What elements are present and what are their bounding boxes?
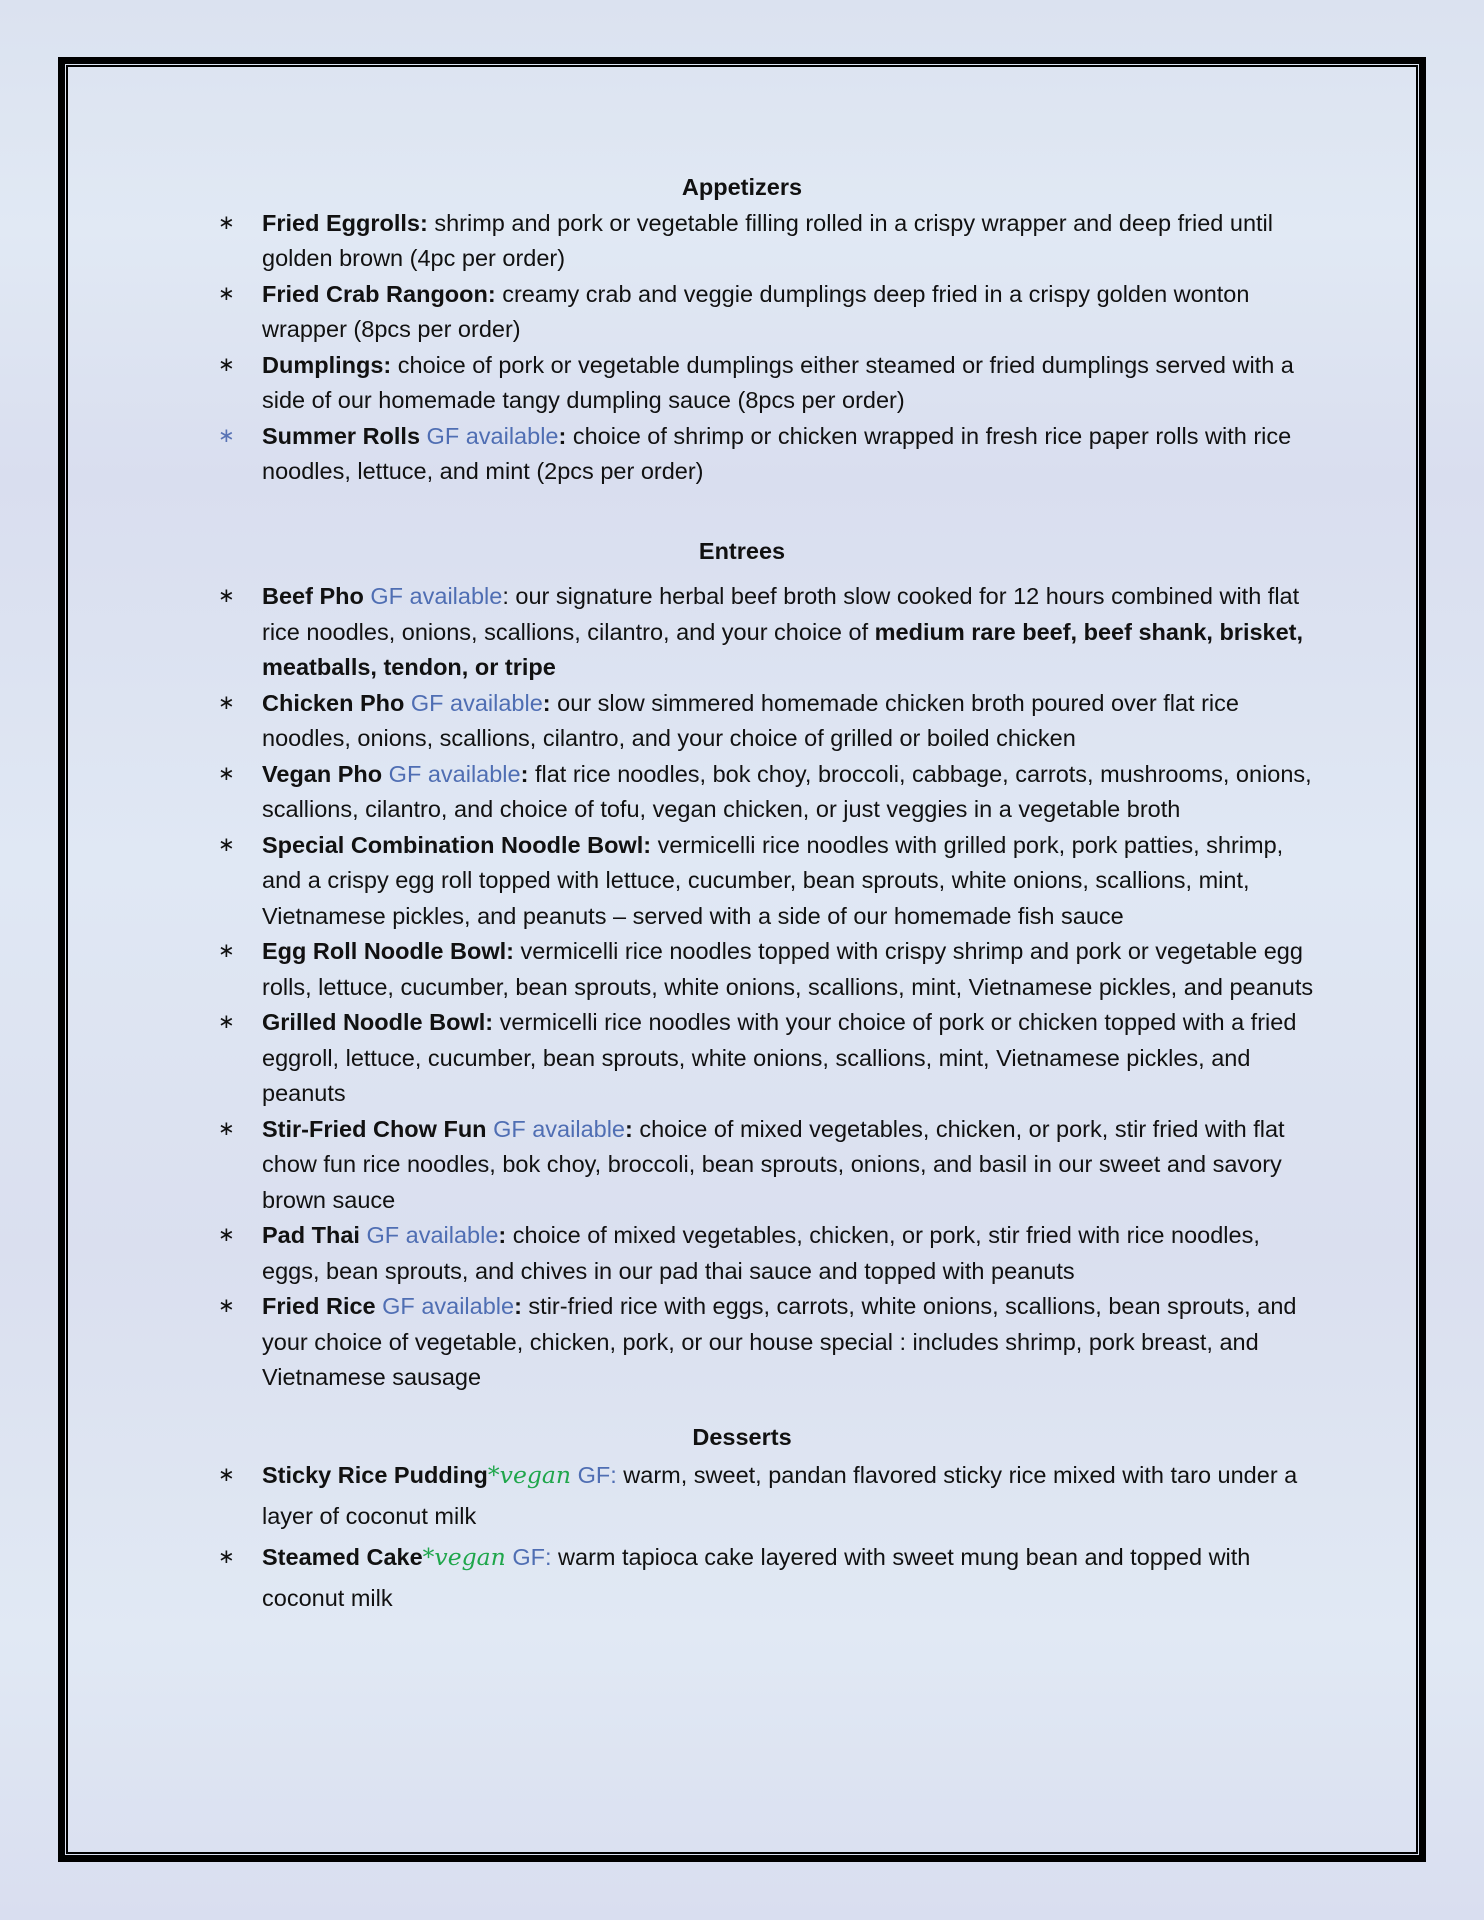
item-desc: our signature herbal beef broth slow cooked for 12 hours combined with flat rice noodles, onions, scallions, cilantro, and your choice of <box>262 583 1300 645</box>
gf-tag: GF available <box>420 422 559 449</box>
item-desc: our slow simmered homemade chicken broth poured over flat rice noodles, onions, scallions, cilantro, and your choice of grilled or boiled chicken <box>262 689 1239 751</box>
item-name: Chicken Pho <box>262 689 405 716</box>
item-choices: medium rare beef, beef shank, brisket, meatballs, tendon, or tripe <box>262 618 1304 680</box>
gf-tag: GF available <box>404 689 543 716</box>
item-desc: flat rice noodles, bok choy, broccoli, cabbage, carrots, mushrooms, onions, scallions, cilantro, and choice of tofu, vegan chicken, or just veggies in a vegetable broth <box>262 760 1312 822</box>
item-desc: vermicelli rice noodles with grilled pork, pork patties, shrimp, and a crispy egg roll topped with lettuce, cucumber, bean sprouts, white onions, scallions, mint, Vietnamese pickles, and peanuts – served with a side of our homemade fish sauce <box>262 831 1284 929</box>
item-colon: : <box>514 1293 522 1319</box>
gf-tag: GF: <box>571 1462 617 1488</box>
item-name: Pad Thai <box>262 1222 360 1248</box>
list-item <box>218 419 1318 490</box>
vegan-tag: *vegan <box>487 1461 572 1489</box>
item-name: Special Combination Noodle Bowl: <box>262 831 652 858</box>
list-item <box>218 757 1318 828</box>
bullet-icon: ∗ <box>218 940 235 962</box>
gf-tag: GF available <box>486 1115 625 1142</box>
item-name: Beef Pho <box>262 583 364 609</box>
list-item <box>218 1218 1318 1289</box>
list-item <box>218 1005 1318 1112</box>
item-colon: : <box>498 1222 507 1248</box>
item-name: Egg Roll Noodle Bowl: <box>262 938 514 964</box>
desserts-heading: Desserts <box>692 1423 792 1450</box>
entrees-heading: Entrees <box>698 537 786 564</box>
bullet-icon: ∗ <box>218 282 235 305</box>
item-desc: creamy crab and veggie dumplings deep fried in a crispy golden wonton wrapper (8pcs per order) <box>262 280 1250 342</box>
list-item <box>218 206 1318 277</box>
item-desc: warm, sweet, pandan flavored sticky rice mixed with taro under a layer of coconut milk <box>262 1462 1298 1529</box>
item-desc: warm tapioca cake layered with sweet mung bean and topped with coconut milk <box>262 1544 1251 1611</box>
list-item <box>218 277 1318 348</box>
item-name: Stir-Fried Chow Fun <box>262 1115 487 1142</box>
item-name: Fried Crab Rangoon: <box>262 280 496 307</box>
item-colon: : <box>625 1115 633 1142</box>
bullet-icon: ∗ <box>218 1546 235 1568</box>
list-item <box>218 348 1318 419</box>
appetizers-list <box>218 206 1318 490</box>
item-desc: stir-fried rice with eggs, carrots, white onions, scallions, bean sprouts, and your choice of vegetable, chicken, pork, or our house special : includes shrimp, pork breast, and Vietnamese sausage <box>262 1293 1297 1390</box>
item-desc: vermicelli rice noodles with your choice of pork or chicken topped with a fried eggroll, lettuce, cucumber, bean sprouts, white onions, scallions, mint, Vietnamese pickles, and peanuts <box>262 1009 1297 1106</box>
list-item <box>218 1289 1318 1396</box>
item-name: Vegan Pho <box>262 760 383 787</box>
gf-tag: GF available <box>375 1293 515 1319</box>
bullet-icon: ∗ <box>218 1464 235 1486</box>
bullet-icon: ∗ <box>218 762 235 785</box>
list-item <box>218 1455 1318 1537</box>
bullet-icon: ∗ <box>218 833 235 856</box>
item-desc: choice of mixed vegetables, chicken, or pork, stir fried with rice noodles, eggs, bean sprouts, and chives in our pad thai sauce and topped with peanuts <box>262 1222 1260 1284</box>
item-name: Fried Eggrolls: <box>262 209 428 236</box>
list-item <box>218 579 1318 686</box>
bullet-icon: ∗ <box>218 691 235 714</box>
list-item <box>218 828 1318 935</box>
list-item <box>218 1537 1318 1619</box>
bullet-icon: ∗ <box>218 353 235 376</box>
desserts-list <box>218 1455 1318 1619</box>
item-desc: vermicelli rice noodles topped with crispy shrimp and pork or vegetable egg rolls, lettuce, cucumber, bean sprouts, white onions, scallions, mint, Vietnamese pickles, and peanuts <box>262 938 1314 1000</box>
vegan-tag: *vegan <box>422 1543 506 1571</box>
bullet-icon: ∗ <box>218 585 235 607</box>
item-colon: : <box>558 422 567 449</box>
item-desc: choice of pork or vegetable dumplings either steamed or fried dumplings served with a side of our homemade tangy dumpling sauce (8pcs per order) <box>262 351 1294 413</box>
item-colon: : <box>502 583 509 609</box>
item-name: Steamed Cake <box>262 1544 423 1570</box>
item-name: Summer Rolls <box>262 422 421 449</box>
item-colon: : <box>542 689 551 716</box>
item-desc: choice of shrimp or chicken wrapped in fresh rice paper rolls with rice noodles, lettuce, and mint (2pcs per order) <box>262 422 1292 484</box>
bullet-icon: ∗ <box>218 1295 235 1317</box>
item-name: Dumplings: <box>262 351 392 378</box>
item-name: Fried Rice <box>262 1293 376 1319</box>
item-desc: shrimp and pork or vegetable filling rolled in a crispy wrapper and deep fried until golden brown (4pc per order) <box>262 209 1273 271</box>
gf-tag: GF available <box>359 1222 499 1248</box>
item-desc: choice of mixed vegetables, chicken, or pork, stir fried with flat chow fun rice noodles, bok choy, broccoli, bean sprouts, onions, and basil in our sweet and savory brown sauce <box>262 1115 1285 1213</box>
list-item <box>218 686 1318 757</box>
list-item <box>218 1112 1318 1219</box>
item-name: Sticky Rice Pudding <box>262 1462 488 1488</box>
bullet-icon: ∗ <box>218 1117 235 1140</box>
bullet-icon: ∗ <box>218 1011 235 1033</box>
item-colon: : <box>520 760 529 787</box>
item-name: Grilled Noodle Bowl: <box>262 1009 494 1035</box>
bullet-icon: ∗ <box>218 211 235 234</box>
list-item <box>218 934 1318 1005</box>
entrees-list <box>218 579 1318 1396</box>
gf-tag: GF available <box>363 583 503 609</box>
bullet-icon: ∗ <box>218 1224 235 1246</box>
gf-tag: GF available <box>382 760 521 787</box>
gf-tag: GF: <box>505 1544 552 1570</box>
bullet-icon: ∗ <box>218 424 235 447</box>
menu-content <box>218 170 1318 1619</box>
appetizers-heading: Appetizers <box>681 174 803 200</box>
